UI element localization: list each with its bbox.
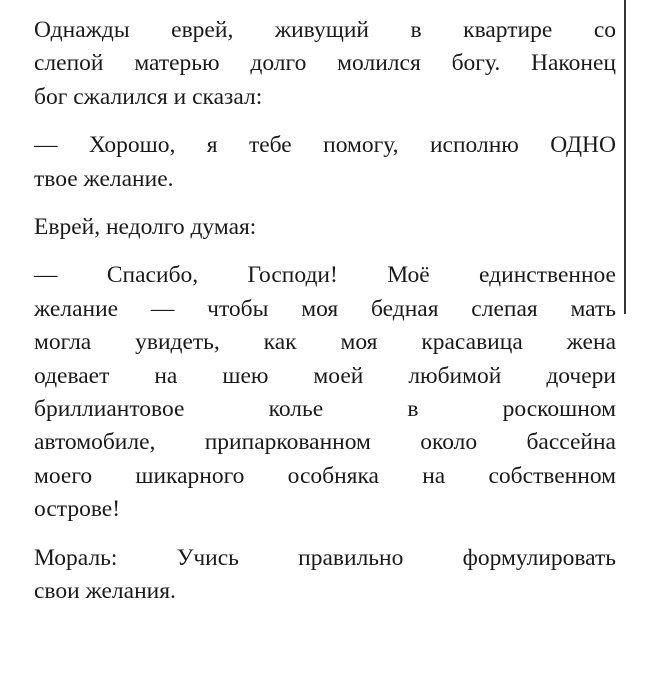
paragraph-intro xyxy=(34,14,616,114)
text-line: Еврей, недолго думая: xyxy=(34,214,257,241)
paragraph-narration xyxy=(34,211,616,244)
text-line: острове! xyxy=(34,496,121,523)
text-line: могла увидеть, как моя красавица жена xyxy=(34,329,616,356)
text-line: слепой матерью долго молился богу. Наконец xyxy=(34,50,616,77)
paragraph-wish xyxy=(34,259,616,526)
text-line: одевает на шею моей любимой дочери xyxy=(34,362,616,389)
paragraph-moral xyxy=(34,542,616,609)
text-line: — Спасибо, Господи! Моё единственное xyxy=(34,262,616,289)
document-body xyxy=(34,14,616,624)
text-line: желание — чтобы моя бедная слепая мать xyxy=(34,295,616,322)
text-line: Однажды еврей, живущий в квартире со xyxy=(34,17,616,43)
text-line: свои желания. xyxy=(34,578,176,605)
text-line: твое желание. xyxy=(34,165,174,192)
text-cursor-bar xyxy=(624,0,626,314)
text-line: автомобиле, припаркованном около бассейна xyxy=(34,429,616,456)
text-line: — Хорошо, я тебе помогу, исполню ОДНО xyxy=(34,132,616,159)
text-line: бриллиантовое колье в роскошном xyxy=(34,396,616,423)
text-line: бог сжалился и сказал: xyxy=(34,83,263,110)
text-line: моего шикарного особняка на собственном xyxy=(34,462,616,489)
paragraph-god-speech xyxy=(34,129,616,196)
text-line: Мораль: Учись правильно формулировать xyxy=(34,544,616,571)
